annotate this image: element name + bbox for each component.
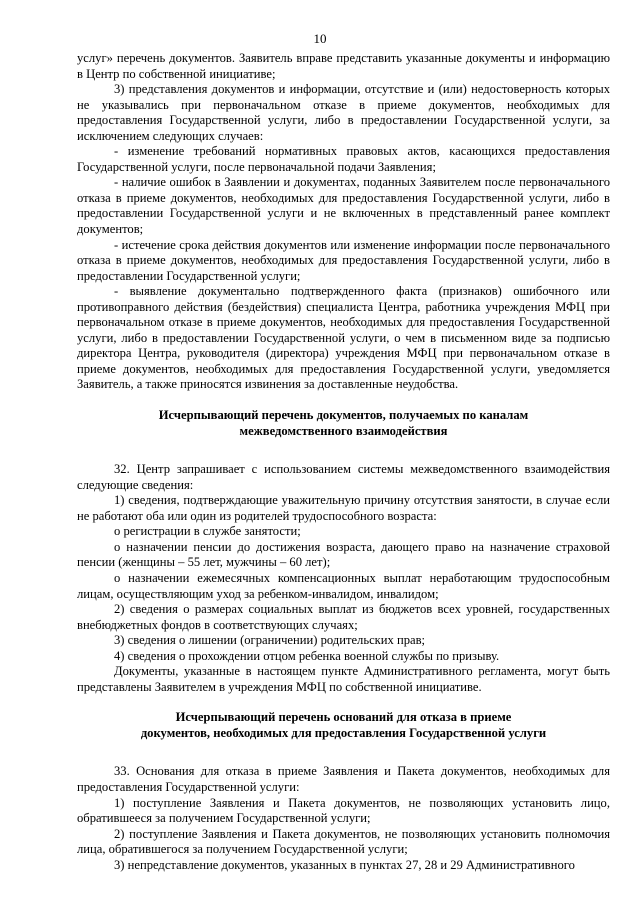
list-item: - истечение срока действия документов или изменение информации после первоначального отказа в приеме документов, необходимых для предоставления Государственной услуги, либо в предоставлении Государственной услуги;	[77, 237, 610, 283]
list-item: 1) поступление Заявления и Пакета документов, не позволяющих установить лицо, обратившееся за получением Государственной услуги;	[77, 795, 610, 826]
list-item: - выявление документально подтвержденного факта (признаков) ошибочного или противоправного действия (бездействия) специалиста Центра, работника учреждения МФЦ при первоначальном отказе в приеме документов, необходимых для предоставления Государственной услуги, либо в предоставлении Государственной услуги, о чем в письменном виде за подписью директора Центра, руководителя (директора) учреждения МФЦ при первоначальном отказе в приеме документов, необходимых для предоставления Государственной услуги, уведомляется Заявитель, а также приносятся извинения за доставленные неудобства.	[77, 284, 610, 392]
list-item: о назначении ежемесячных компенсационных выплат неработающим трудоспособным лицам, осуществляющим уход за ребенком-инвалидом, инвалидом;	[77, 570, 610, 601]
list-item: 2) поступление Заявления и Пакета документов, не позволяющих установить полномочия лица, обратившегося за получением Государственной услуги;	[77, 826, 610, 857]
page-number: 10	[313, 31, 327, 46]
paragraph: Документы, указанные в настоящем пункте Административного регламента, могут быть представлены Заявителем в учреждения МФЦ по собственной инициативе.	[77, 664, 610, 694]
list-item: 3) непредставление документов, указанных в пунктах 27, 28 и 29 Административного	[114, 857, 575, 872]
section-heading-line: Исчерпывающий перечень оснований для отказа в приеме	[175, 710, 512, 725]
paragraph: 32. Центр запрашивает с использованием системы межведомственного взаимодействия следующие сведения:	[77, 462, 610, 492]
list-item: 4) сведения о прохождении отцом ребенка военной службы по призыву.	[114, 648, 500, 663]
list-item: 3) сведения о лишении (ограничении) родительских прав;	[114, 633, 426, 648]
list-item: о назначении пенсии до достижения возраста, дающего право на назначение страховой пенсии (женщины – 55 лет, мужчины – 60 лет);	[77, 539, 610, 570]
paragraph: 33. Основания для отказа в приеме Заявления и Пакета документов, необходимых для предоставления Государственной услуги:	[77, 764, 610, 794]
list-item: - изменение требований нормативных правовых актов, касающихся предоставления Государственной услуги, после первоначальной подачи Заявления;	[77, 144, 610, 174]
section-heading-line: документов, необходимых для предоставления Государственной услуги	[140, 725, 547, 740]
section-heading-line: межведомственного взаимодействия	[239, 423, 448, 438]
list-item: 1) сведения, подтверждающие уважительную причину отсутствия занятости, в случае если не работают оба или один из родителей трудоспособного возраста:	[77, 493, 610, 523]
list-item: 2) сведения о размерах социальных выплат из бюджетов всех уровней, государственных внебюджетных фондов в соответствующих случаях;	[77, 602, 610, 632]
paragraph: услуг» перечень документов. Заявитель вправе представить указанные документы и информацию в Центр по собственной инициативе;	[77, 51, 610, 81]
list-item: - наличие ошибок в Заявлении и документах, поданных Заявителем после первоначального отказа в приеме документов, необходимых для предоставления Государственной услуги, либо в предоставлении Государственной услуги и не включенных в представленный ранее комплект документов;	[77, 175, 610, 237]
document-body	[77, 51, 610, 873]
paragraph: 3) представления документов и информации, отсутствие и (или) недостоверность которых не указывались при первоначальном отказе в приеме документов, необходимых для предоставления Государственной услуги, либо в предоставлении Государственной услуги, за исключением следующих случаев:	[77, 82, 610, 143]
section-heading-line: Исчерпывающий перечень документов, получаемых по каналам	[158, 408, 529, 423]
list-item: о регистрации в службе занятости;	[114, 524, 301, 539]
